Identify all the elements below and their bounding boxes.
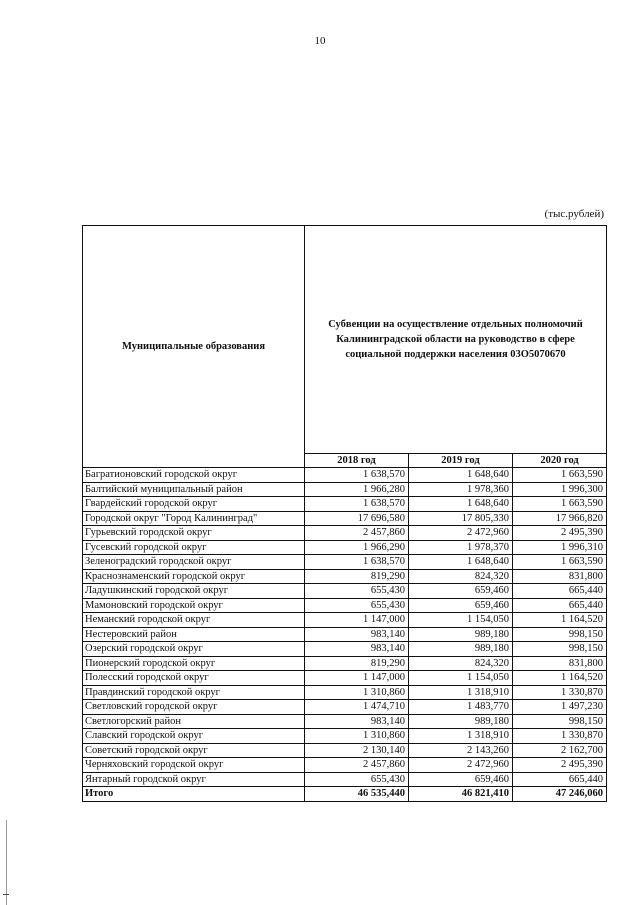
value-2019: 2 472,960 — [409, 758, 513, 773]
value-2020: 1 663,590 — [513, 497, 607, 512]
municipality-name: Янтарный городской округ — [83, 772, 305, 787]
table-row — [83, 685, 607, 700]
municipality-name: Мамоновский городской округ — [83, 598, 305, 613]
value-2020: 665,440 — [513, 598, 607, 613]
value-2019: 989,180 — [409, 627, 513, 642]
value-2020: 1 663,590 — [513, 555, 607, 570]
table-row — [83, 743, 607, 758]
municipality-name: Багратионовский городской округ — [83, 468, 305, 483]
value-2018: 655,430 — [305, 598, 409, 613]
value-2019: 1 648,640 — [409, 468, 513, 483]
value-2018: 983,140 — [305, 714, 409, 729]
municipality-name: Нестеровский район — [83, 627, 305, 642]
value-2018: 819,290 — [305, 656, 409, 671]
municipality-name: Неманский городской округ — [83, 613, 305, 628]
value-2019: 989,180 — [409, 642, 513, 657]
table-row — [83, 671, 607, 686]
value-2020: 2 162,700 — [513, 743, 607, 758]
table-row — [83, 772, 607, 787]
value-2018: 1 638,570 — [305, 497, 409, 512]
value-2019: 1 978,360 — [409, 482, 513, 497]
value-2018: 1 966,280 — [305, 482, 409, 497]
value-2020: 831,800 — [513, 569, 607, 584]
value-2019: 1 154,050 — [409, 613, 513, 628]
municipality-name: Светлогорский район — [83, 714, 305, 729]
value-2019: 2 143,260 — [409, 743, 513, 758]
value-2020: 2 495,390 — [513, 526, 607, 541]
value-2019: 1 154,050 — [409, 671, 513, 686]
municipality-name: Зеленоградский городской округ — [83, 555, 305, 570]
value-2018: 983,140 — [305, 627, 409, 642]
municipality-name: Полесский городской округ — [83, 671, 305, 686]
table-row — [83, 656, 607, 671]
municipality-name: Советский городской округ — [83, 743, 305, 758]
row-header: Муниципальные образования — [83, 226, 305, 468]
value-2019: 824,320 — [409, 569, 513, 584]
table-row — [83, 758, 607, 773]
value-2020: 1 164,520 — [513, 613, 607, 628]
value-2020: 998,150 — [513, 714, 607, 729]
municipality-name: Славский городской округ — [83, 729, 305, 744]
table-row — [83, 729, 607, 744]
value-2019: 2 472,960 — [409, 526, 513, 541]
value-2020: 1 330,870 — [513, 685, 607, 700]
value-2019: 17 805,330 — [409, 511, 513, 526]
value-2019: 659,460 — [409, 772, 513, 787]
value-2020: 1 164,520 — [513, 671, 607, 686]
table-row — [83, 468, 607, 483]
municipality-name: Ладушкинский городской округ — [83, 584, 305, 599]
table-row — [83, 540, 607, 555]
table-row — [83, 714, 607, 729]
value-2018: 1 638,570 — [305, 468, 409, 483]
value-2020: 1 497,230 — [513, 700, 607, 715]
municipality-name: Гурьевский городской округ — [83, 526, 305, 541]
total-label: Итого — [83, 787, 305, 802]
value-2018: 655,430 — [305, 584, 409, 599]
value-2018: 1 474,710 — [305, 700, 409, 715]
table-row — [83, 482, 607, 497]
value-2018: 983,140 — [305, 642, 409, 657]
value-2018: 1 147,000 — [305, 671, 409, 686]
value-2020: 665,440 — [513, 772, 607, 787]
table-row — [83, 627, 607, 642]
value-2019: 1 318,910 — [409, 685, 513, 700]
value-2020: 1 663,590 — [513, 468, 607, 483]
value-2020: 998,150 — [513, 642, 607, 657]
table-row — [83, 584, 607, 599]
value-2019: 1 648,640 — [409, 497, 513, 512]
value-2018: 655,430 — [305, 772, 409, 787]
value-2020: 17 966,820 — [513, 511, 607, 526]
value-2020: 2 495,390 — [513, 758, 607, 773]
value-2020: 998,150 — [513, 627, 607, 642]
value-2018: 1 310,860 — [305, 685, 409, 700]
value-2018: 1 966,290 — [305, 540, 409, 555]
subsidy-table — [82, 225, 607, 802]
municipality-name: Правдинский городской округ — [83, 685, 305, 700]
table-row — [83, 598, 607, 613]
municipality-name: Гвардейский городской округ — [83, 497, 305, 512]
municipality-name: Городской округ "Город Калининград" — [83, 511, 305, 526]
table-row — [83, 497, 607, 512]
value-2020: 665,440 — [513, 584, 607, 599]
municipality-name: Гусевский городской округ — [83, 540, 305, 555]
value-2019: 1 483,770 — [409, 700, 513, 715]
municipality-name: Пионерский городской округ — [83, 656, 305, 671]
page-number: 10 — [314, 35, 326, 47]
table-row — [83, 569, 607, 584]
value-2018: 2 457,860 — [305, 526, 409, 541]
table-row — [83, 555, 607, 570]
units-label: (тыс.рублей) — [544, 208, 604, 220]
value-2020: 1 996,310 — [513, 540, 607, 555]
margin-line — [6, 820, 7, 905]
value-2020: 1 996,300 — [513, 482, 607, 497]
margin-mark — [3, 894, 9, 895]
total-2020: 47 246,060 — [513, 787, 607, 802]
table-row — [83, 526, 607, 541]
column-group-header: Субвенции на осуществление отдельных полномочий Калининградской области на руководство в сфере социальной поддержки населения 03О5070670 — [305, 226, 607, 454]
value-2020: 1 330,870 — [513, 729, 607, 744]
table-row — [83, 613, 607, 628]
total-row — [83, 787, 607, 802]
table-row — [83, 642, 607, 657]
value-2019: 1 648,640 — [409, 555, 513, 570]
value-2018: 1 310,860 — [305, 729, 409, 744]
value-2018: 1 147,000 — [305, 613, 409, 628]
year-header-2020: 2020 год — [513, 454, 607, 468]
municipality-name: Озерский городской округ — [83, 642, 305, 657]
table-body — [83, 468, 607, 787]
total-2018: 46 535,440 — [305, 787, 409, 802]
municipality-name: Балтийский муниципальный район — [83, 482, 305, 497]
year-header-2018: 2018 год — [305, 454, 409, 468]
total-2019: 46 821,410 — [409, 787, 513, 802]
table-row — [83, 511, 607, 526]
value-2019: 1 978,370 — [409, 540, 513, 555]
value-2018: 17 696,580 — [305, 511, 409, 526]
value-2019: 824,320 — [409, 656, 513, 671]
table-row — [83, 700, 607, 715]
year-header-2019: 2019 год — [409, 454, 513, 468]
value-2019: 1 318,910 — [409, 729, 513, 744]
municipality-name: Светловский городской округ — [83, 700, 305, 715]
municipality-name: Краснознаменский городской округ — [83, 569, 305, 584]
value-2018: 2 130,140 — [305, 743, 409, 758]
value-2019: 659,460 — [409, 584, 513, 599]
municipality-name: Черняховский городской округ — [83, 758, 305, 773]
value-2019: 989,180 — [409, 714, 513, 729]
value-2018: 2 457,860 — [305, 758, 409, 773]
value-2018: 819,290 — [305, 569, 409, 584]
value-2018: 1 638,570 — [305, 555, 409, 570]
value-2019: 659,460 — [409, 598, 513, 613]
value-2020: 831,800 — [513, 656, 607, 671]
